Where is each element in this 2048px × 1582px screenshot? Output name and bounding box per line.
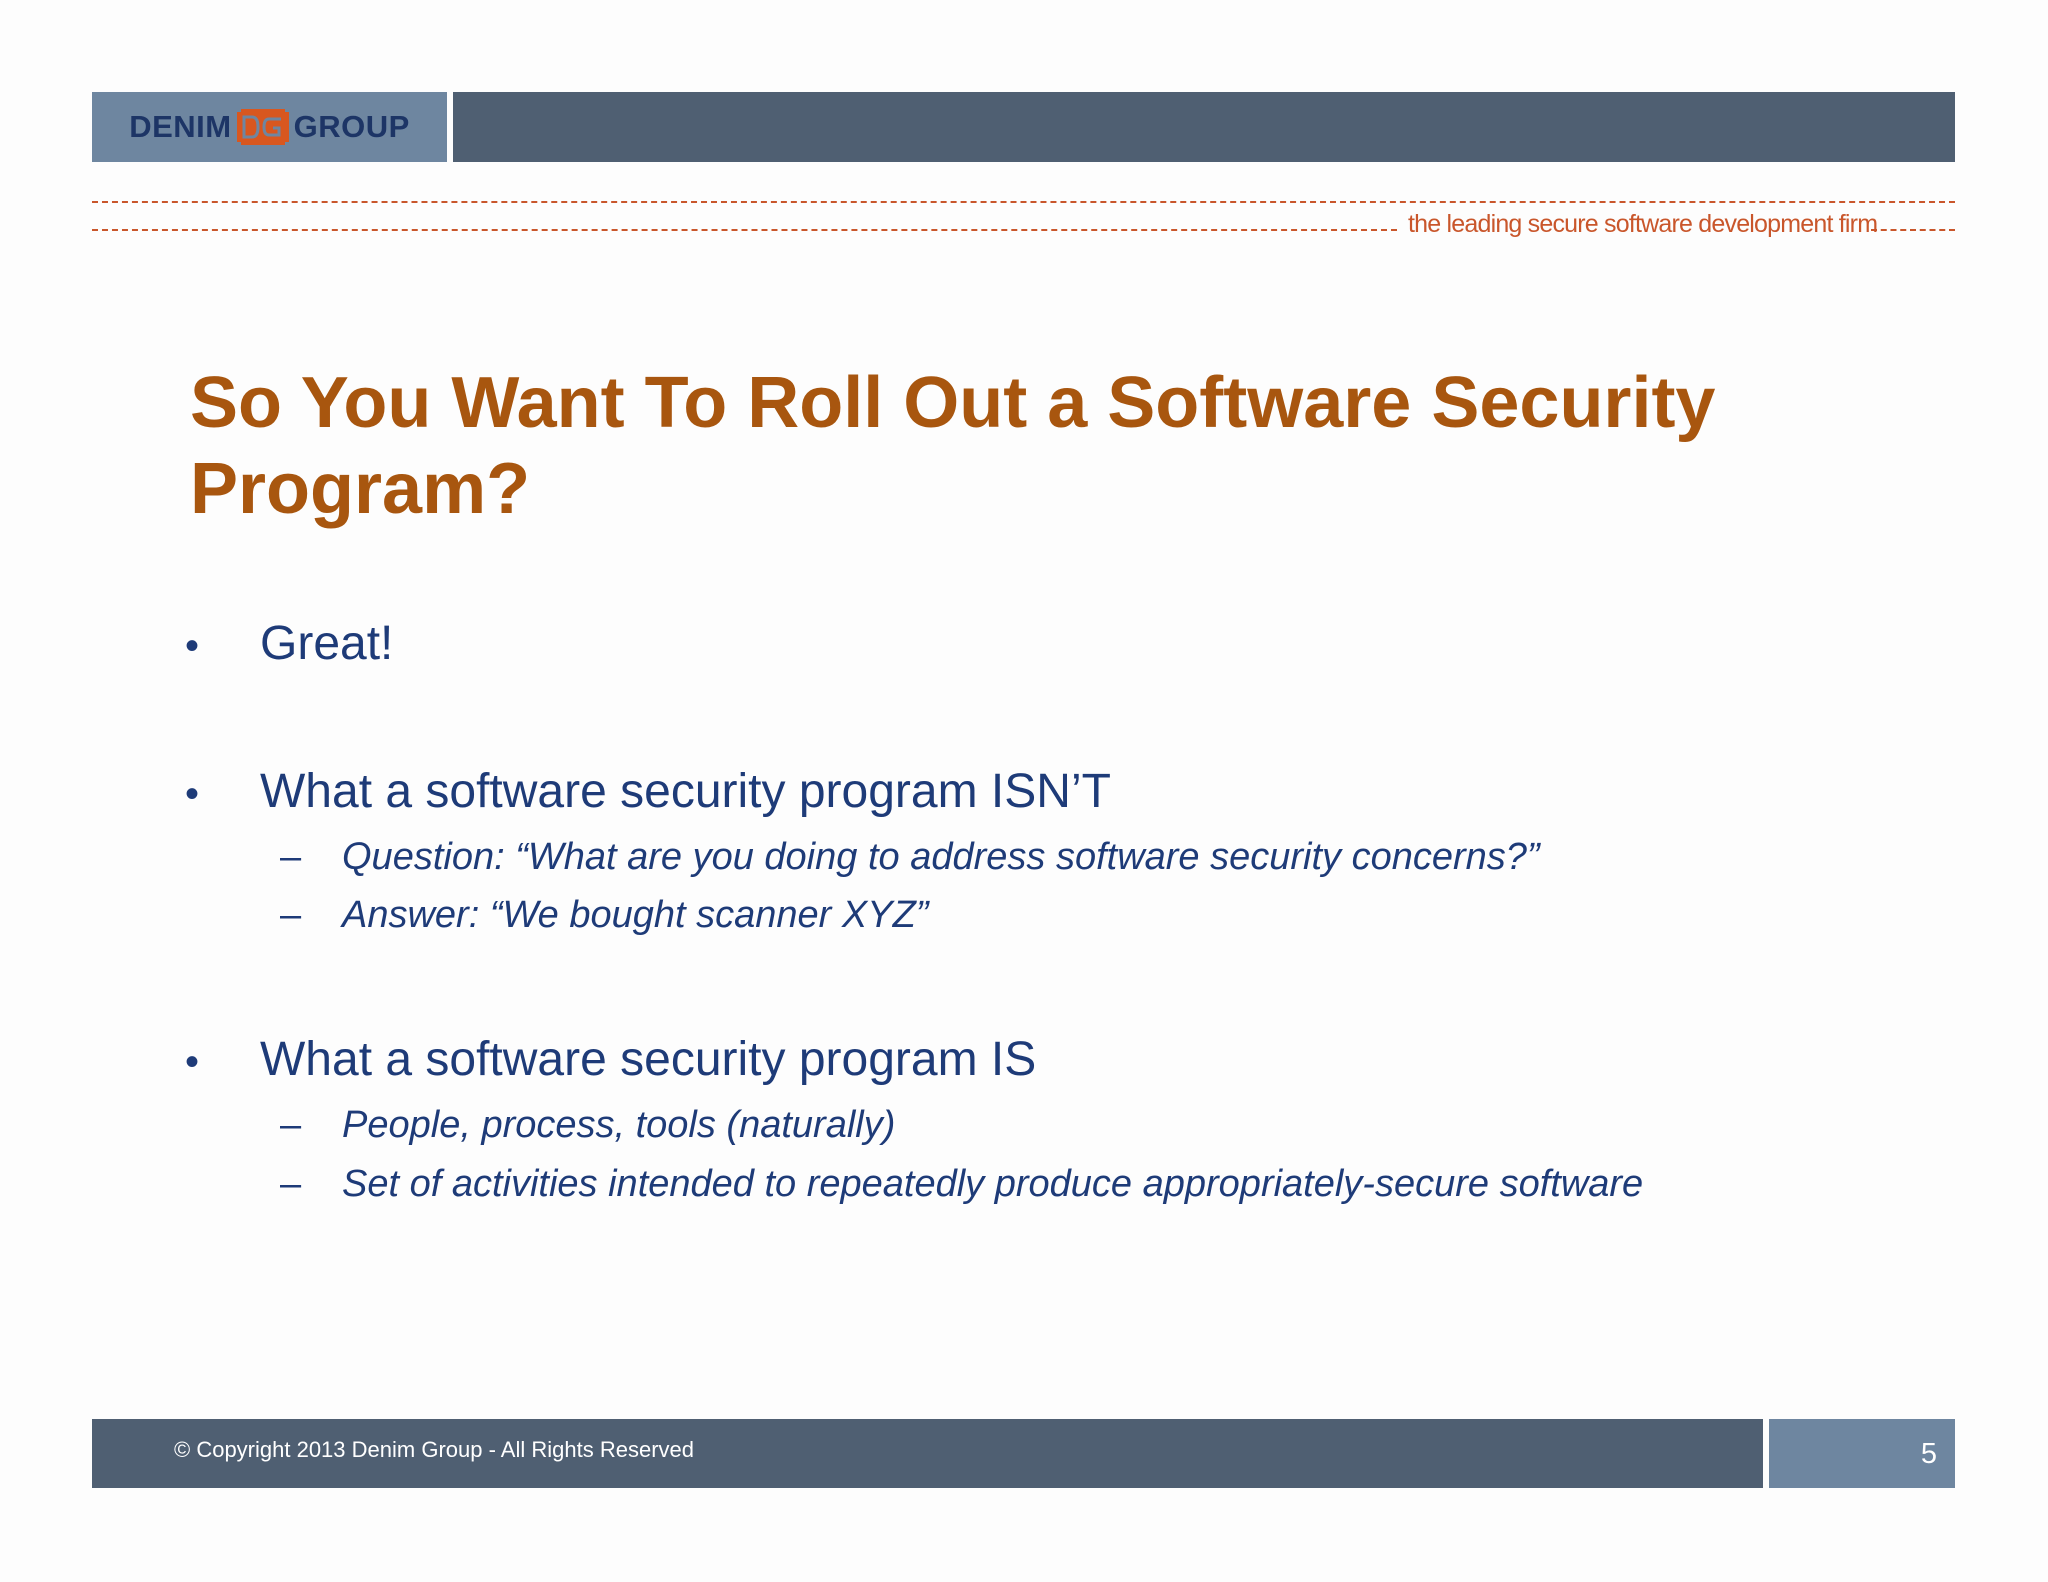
dashed-divider-left: [92, 229, 1397, 231]
bullet-text: What a software security program IS: [260, 1033, 1037, 1086]
logo-word-right: GROUP: [293, 109, 410, 144]
sub-bullet-item: [280, 894, 928, 937]
sub-bullet-item: [280, 1163, 1643, 1206]
bullet-item: [185, 616, 393, 671]
bullet-marker: •: [185, 624, 200, 668]
bullet-item: [185, 1032, 1036, 1087]
sub-bullet-text: Set of activities intended to repeatedly produce appropriately-secure software: [342, 1163, 1644, 1205]
bullet-marker: •: [185, 772, 200, 816]
logo-word-left: DENIM: [129, 109, 232, 144]
sub-bullet-marker: –: [280, 836, 302, 878]
dg-logo-icon: [237, 109, 289, 145]
logo-wordmark: [129, 109, 410, 145]
tagline: the leading secure software development firm: [1408, 210, 1878, 238]
bullet-text: What a software security program ISN’T: [260, 765, 1111, 818]
sub-bullet-marker: –: [280, 1104, 302, 1146]
header-bar: [453, 92, 1955, 162]
dashed-divider-right: [1871, 229, 1955, 231]
sub-bullet-marker: –: [280, 1163, 302, 1205]
footer-bar: [92, 1419, 1763, 1488]
sub-bullet-text: People, process, tools (naturally): [342, 1104, 896, 1146]
sub-bullet-item: [280, 836, 1540, 879]
sub-bullet-marker: –: [280, 894, 302, 936]
bullet-text: Great!: [260, 617, 394, 670]
sub-bullet-item: [280, 1104, 895, 1147]
dashed-divider-top: [92, 201, 1955, 203]
copyright-notice: © Copyright 2013 Denim Group - All Rights Reserved: [174, 1437, 694, 1462]
bullet-marker: •: [185, 1040, 200, 1084]
sub-bullet-text: Answer: “We bought scanner XYZ”: [342, 894, 929, 936]
bullet-item: [185, 764, 1111, 819]
page-number: 5: [1920, 1438, 1937, 1470]
sub-bullet-text: Question: “What are you doing to address software security concerns?”: [342, 836, 1540, 878]
page-number-box: [1769, 1419, 1955, 1488]
slide-title: So You Want To Roll Out a Software Security Program?: [190, 363, 1716, 529]
company-logo: [92, 92, 447, 162]
